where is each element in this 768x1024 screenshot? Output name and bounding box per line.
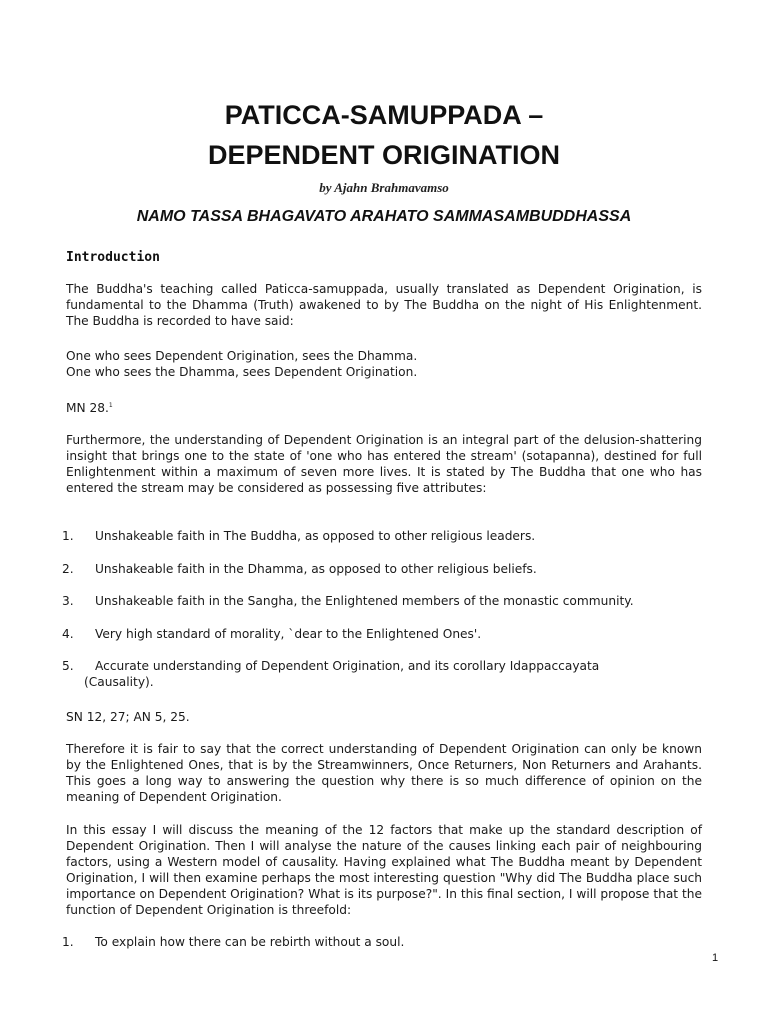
list-item <box>62 528 702 544</box>
list-number: 2. <box>62 562 74 576</box>
list-number: 1. <box>62 935 74 949</box>
page-number: 1 <box>712 952 719 964</box>
author-byline: by Ajahn Brahmavamso <box>319 180 449 195</box>
footnote-marker[interactable]: 1 <box>108 402 113 409</box>
list-text: Unshakeable faith in the Dhamma, as opposed to other religious beliefs. <box>95 562 537 576</box>
reference-mn <box>66 398 702 416</box>
list-item <box>62 626 702 642</box>
stream-paragraph: Furthermore, the understanding of Dependent Origination is an integral part of the delusion-shattering insight that brings one to the state of 'one who has entered the stream' (sotapanna), destined for full Enlightenment within a maximum of seven more lives. It is stated by The Buddha that one who has entered the stream may be considered as possessing five attributes: <box>66 433 702 495</box>
enlightened-paragraph: Therefore it is fair to say that the correct understanding of Dependent Origination can only be known by the Enlightened Ones, that is by the Streamwinners, Once Returners, Non Returners and Arahants. This goes a long way to answering the question why there is so much difference of opinion on the meaning of Dependent Origination. <box>66 742 702 804</box>
list-text: Unshakeable faith in The Buddha, as opposed to other religious leaders. <box>95 529 536 543</box>
list-item <box>62 561 702 577</box>
section-heading: Introduction <box>66 250 160 265</box>
reference-sn-an: SN 12, 27; AN 5, 25. <box>66 710 190 724</box>
intro-paragraph: The Buddha's teaching called Paticca-samuppada, usually translated as Dependent Origination, is fundamental to the Dhamma (Truth) awakened to by The Buddha on the night of His Enlightenment. The Buddha is recorded to have said: <box>66 282 702 328</box>
list-item <box>62 658 702 690</box>
list-item <box>62 934 702 950</box>
title-line-2: DEPENDENT ORIGINATION <box>207 140 560 170</box>
title-line-1: PATICCA-SAMUPPADA – <box>224 100 544 130</box>
list-text: Accurate understanding of Dependent Origination, and its corollary Idappaccayata <box>95 659 600 673</box>
list-number: 3. <box>62 594 74 608</box>
list-text: Very high standard of morality, `dear to the Enlightened Ones'. <box>95 627 482 641</box>
essay-paragraph: In this essay I will discuss the meaning of the 12 factors that make up the standard description of Dependent Origination. Then I will analyse the nature of the causes linking each pair of neighbouring factors, using a Western model of causality. Having explained what The Buddha meant by Dependent Origination, I will then examine perhaps the most interesting question "Why did The Buddha place such importance on Dependent Origination? What is its purpose?". In this final section, I will propose that the function of Dependent Origination is threefold: <box>66 823 702 917</box>
quote-line-2: One who sees the Dhamma, sees Dependent Origination. <box>66 365 418 379</box>
list-number: 4. <box>62 627 74 641</box>
list-text-continuation: (Causality). <box>84 675 154 689</box>
list-item <box>62 593 702 609</box>
reference-text: MN 28. <box>66 401 109 416</box>
list-text: To explain how there can be rebirth without a soul. <box>95 935 405 949</box>
invocation: NAMO TASSA BHAGAVATO ARAHATO SAMMASAMBUDDHASSA <box>136 208 632 225</box>
list-text: Unshakeable faith in the Sangha, the Enlightened members of the monastic community. <box>95 594 634 608</box>
quote-line-1: One who sees Dependent Origination, sees the Dhamma. <box>66 349 418 363</box>
list-number: 5. <box>62 659 74 673</box>
list-number: 1. <box>62 529 74 543</box>
